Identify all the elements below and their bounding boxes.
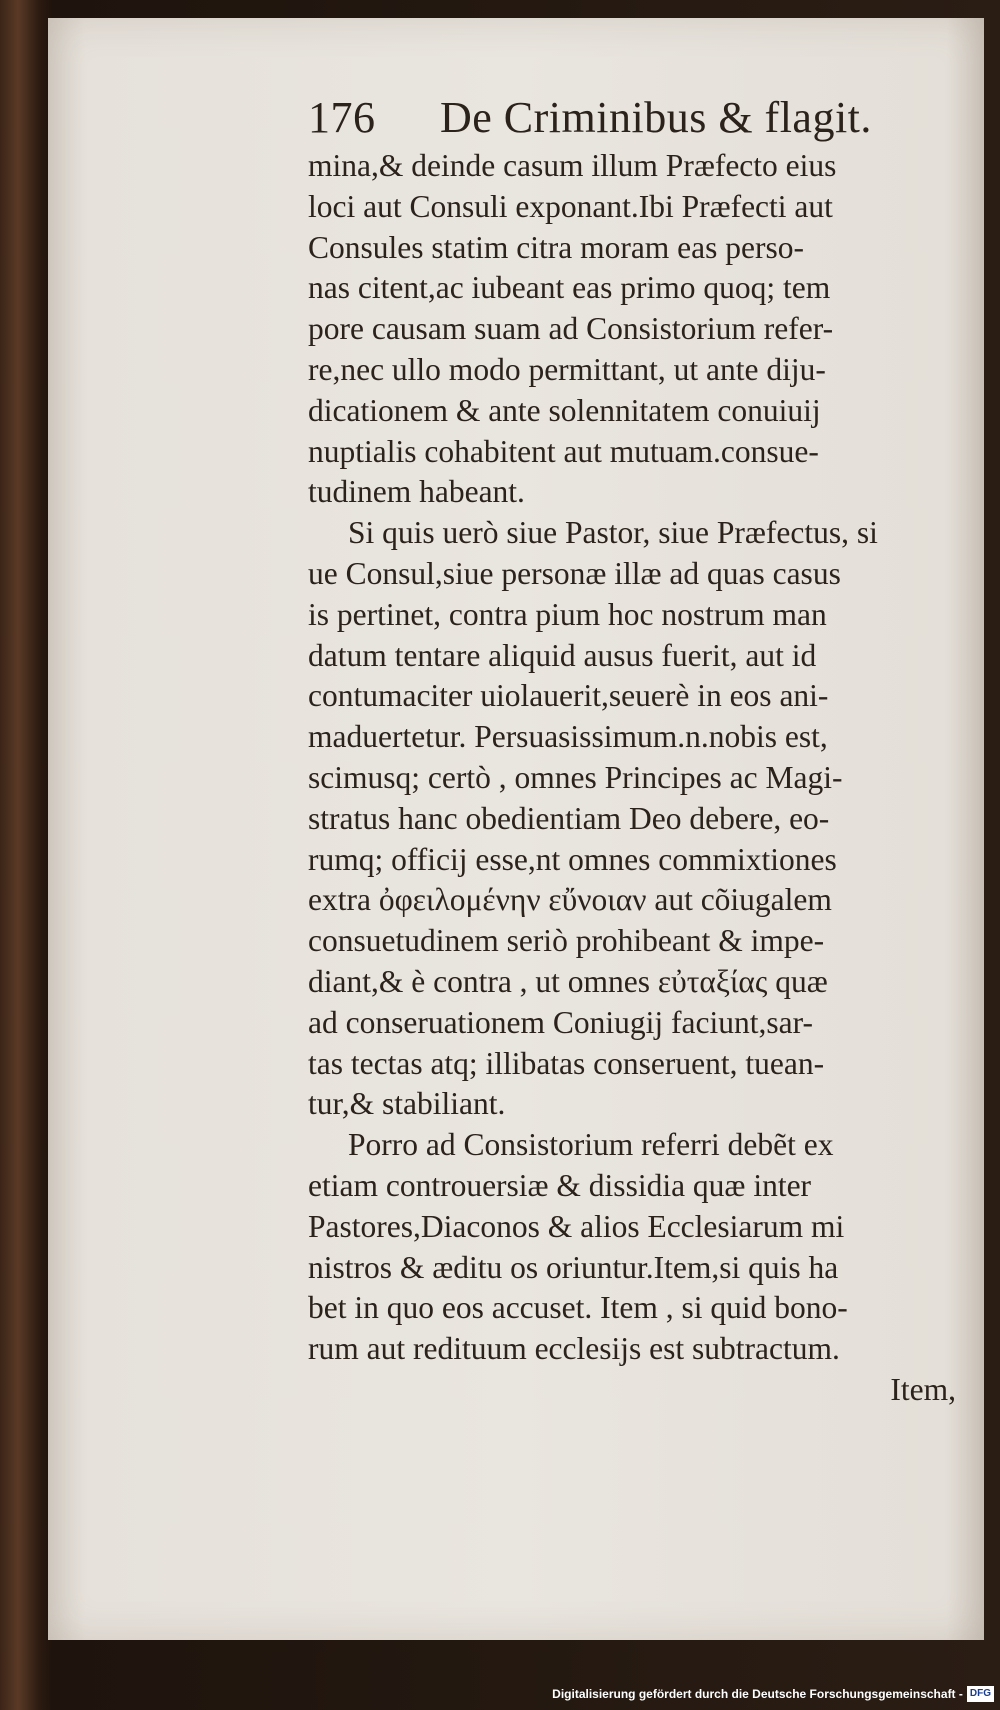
text-line: rum aut redituum ecclesijs est subtractum. (308, 1331, 840, 1367)
text-line: loci aut Consuli exponant.Ibi Præfecti aut (308, 188, 833, 224)
footer-credit (552, 1684, 994, 1704)
text-line: is pertinet, contra pium hoc nostrum man (308, 596, 827, 632)
text-line: bet in quo eos accuset. Item , si quid bono- (308, 1290, 848, 1326)
text-line: rumq; officij esse,nt omnes commixtiones (308, 841, 837, 877)
text-line: Porro ad Consistorium referri debẽt ex (348, 1127, 834, 1163)
text-line: scimusq; certò , omnes Principes ac Magi- (308, 759, 843, 795)
text-line: tudinem habeant. (308, 474, 525, 510)
text-line: consuetudinem seriò prohibeant & impe- (308, 923, 825, 959)
footer-credit-text: Digitalisierung gefördert durch die Deutsche Forschungsgemeinschaft - (552, 1687, 963, 1701)
dfg-logo: DFG (967, 1686, 994, 1702)
running-head: De Criminibus & flagit. (440, 93, 872, 142)
text-line: tas tectas atq; illibatas conseruent, tuean- (308, 1045, 825, 1081)
text-line: maduertetur. Persuasissimum.n.nobis est, (308, 719, 828, 755)
text-line: etiam controuersiæ & dissidia quæ inter (308, 1167, 812, 1203)
text-line: diant,& è contra , ut omnes εὐταξίας quæ (308, 963, 828, 999)
text-line: tur,& stabiliant. (308, 1086, 506, 1122)
page-header (308, 90, 956, 146)
page-number: 176 (308, 93, 376, 142)
text-line: ad conseruationem Coniugij faciunt,sar- (308, 1004, 813, 1040)
text-line: datum tentare aliquid ausus fuerit, aut id (308, 637, 817, 673)
text-line: Si quis uerò siue Pastor, siue Præfectus, si (348, 515, 878, 551)
text-line: nuptialis cohabitent aut mutuam.consue- (308, 433, 819, 469)
text-line: contumaciter uiolauerit,seuerè in eos ani- (308, 678, 829, 714)
text-line: Consules statim citra moram eas perso- (308, 229, 805, 265)
text-body (308, 146, 956, 1411)
text-line: nas citent,ac iubeant eas primo quoq; tem (308, 270, 831, 306)
text-line: re,nec ullo modo permittant, ut ante diju- (308, 351, 826, 387)
text-line: extra ὀφειλομένην εὔνοιαν aut cõiugalem (308, 882, 832, 918)
page-text (308, 90, 956, 1411)
text-line: pore causam suam ad Consistorium refer- (308, 311, 834, 347)
text-line: nistros & æditu os oriuntur.Item,si quis ha (308, 1249, 839, 1285)
text-line: Item, (890, 1371, 956, 1407)
text-line: Pastores,Diaconos & alios Ecclesiarum mi (308, 1208, 845, 1244)
text-line: ue Consul,siue personæ illæ ad quas casus (308, 555, 841, 591)
text-line: stratus hanc obedientiam Deo debere, eo- (308, 800, 830, 836)
text-line: dicationem & ante solennitatem conuiuij (308, 392, 821, 428)
text-line: mina,& deinde casum illum Præfecto eius (308, 148, 837, 183)
